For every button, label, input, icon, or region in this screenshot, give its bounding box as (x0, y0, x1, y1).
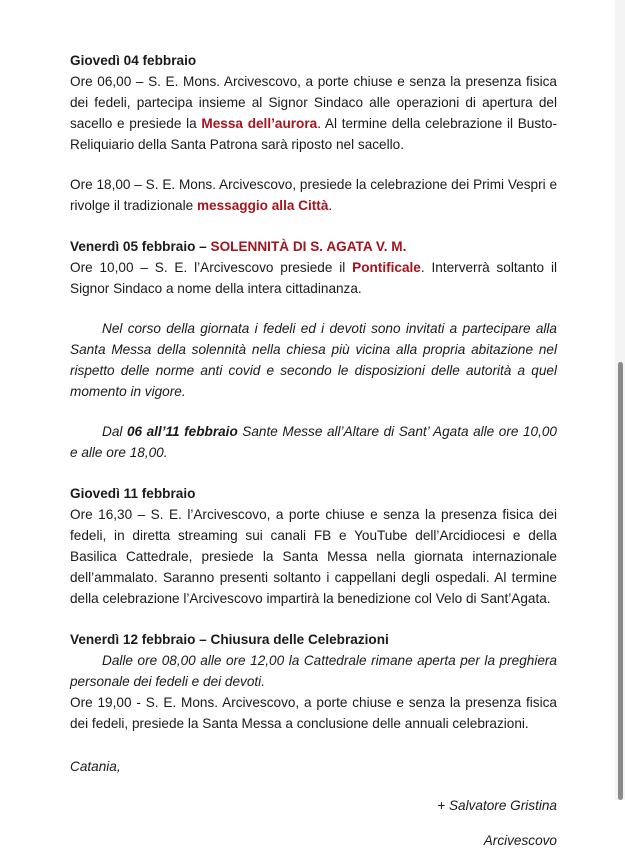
highlight-dates: 06 all’11 febbraio (126, 424, 238, 439)
highlight-messaggio-citta: messaggio alla Città (196, 198, 329, 213)
text: Sante Messe all’Altare di Sant’ Agata alle ore 10,00 e alle ore 18,00. (70, 424, 557, 460)
paragraph-ammalato: Ore 16,30 – S. E. l’Arcivescovo, a porte chiuse e senza la presenza fisica dei fedeli, in diretta streaming sui canali FB e YouTube dell’Arcidiocesi e della Basilica Cattedrale, presiede la Santa Messa nella giornata internazionale dell’ammalato. Saranno presenti soltanto i cappellani degli ospedali. Al termine della celebrazione l’Arcivescovo impartirà la benedizione col Velo di Sant’Agata. (70, 507, 557, 606)
section-12-febbraio (70, 629, 557, 734)
text: Ore 06,00 – S. E. Mons. Arcivescovo, a porte chiuse e senza la presenza fisica dei fedeli, partecipa insieme al Signor Sindaco alle operazioni di apertura del sacello e presiede la (70, 74, 557, 131)
paragraph-sante-messe (70, 421, 557, 463)
highlight-pontificale: Pontificale (352, 260, 421, 275)
signature-name: + Salvatore Gristina (437, 798, 557, 813)
paragraph-conclusione: Ore 19,00 - S. E. Mons. Arcivescovo, a porte chiuse e senza la presenza fisica dei fedeli, presiede la Santa Messa a conclusione delle annuali celebrazioni. (70, 695, 557, 731)
heading-12-febbraio: Venerdì 12 febbraio – Chiusura delle Celebrazioni (70, 632, 389, 647)
section-11-febbraio (70, 483, 557, 609)
closing-place: Catania, (70, 759, 121, 774)
text: Dal (102, 424, 127, 439)
heading-04-febbraio: Giovedì 04 febbraio (70, 53, 197, 68)
paragraph-pontificale (70, 257, 557, 299)
scrollbar-thumb[interactable] (618, 362, 623, 800)
paragraph-primi-vespri (70, 174, 557, 216)
highlight-solennita: SOLENNITÀ DI S. AGATA V. M. (210, 239, 407, 254)
highlight-messa-aurora: Messa dell’aurora (201, 116, 318, 131)
heading-11-febbraio: Giovedì 11 febbraio (70, 486, 196, 501)
section-04-febbraio (70, 50, 557, 216)
text: Ore 18,00 – S. E. Mons. Arcivescovo, presiede la celebrazione dei Primi Vespri e rivolge il tradizionale (70, 177, 557, 213)
text: Ore 10,00 – S. E. l’Arcivescovo presiede il (70, 260, 353, 275)
text: Venerdì 05 febbraio – (70, 239, 211, 254)
heading-05-febbraio (70, 236, 557, 257)
signature-title: Arcivescovo (483, 832, 557, 848)
paragraph-messa-aurora (70, 71, 557, 155)
text: . Interverrà soltanto il Signor Sindaco a nome della intera cittadinanza. (70, 260, 557, 296)
document-body (70, 50, 557, 864)
paragraph-cattedrale-aperta: Dalle ore 08,00 alle ore 12,00 la Cattedrale rimane aperta per la preghiera personale dei fedeli e dei devoti. (70, 653, 557, 689)
scrollbar-track[interactable] (615, 0, 625, 800)
text: . (328, 198, 333, 213)
paragraph-note-fedeli: Nel corso della giornata i fedeli ed i devoti sono invitati a partecipare alla Santa Messa della solennità nella chiesa più vicina alla propria abitazione nel rispetto delle norme anti covid e secondo le disposizioni delle autorità a quel momento in vigore. (70, 321, 557, 399)
text: . Al termine della celebrazione il Busto-Reliquiario della Santa Patrona sarà riposto nel sacello. (70, 116, 558, 152)
section-05-febbraio (70, 236, 557, 463)
